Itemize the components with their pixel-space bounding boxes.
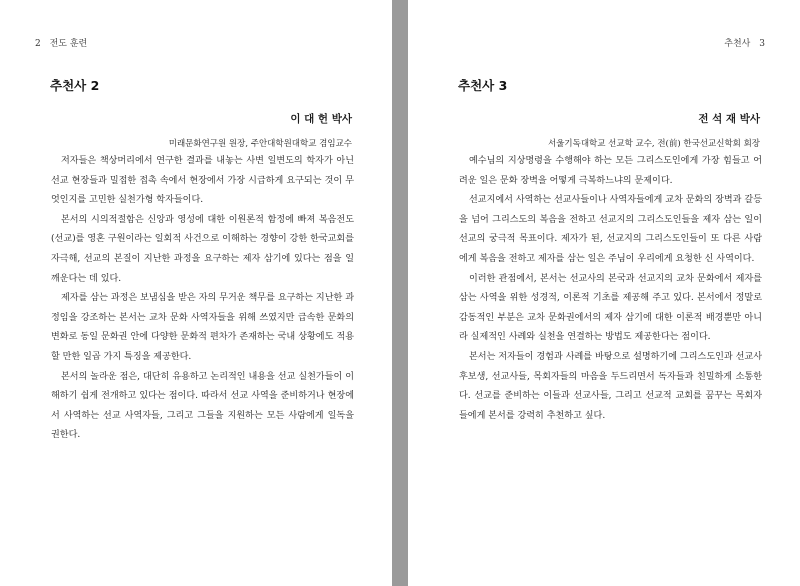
right-page: [408, 0, 800, 586]
paragraph: 예수님의 지상명령을 수행해야 하는 모든 그리스도인에게 가장 힘들고 어려운 일은 문화 장벽을 어떻게 극복하느냐의 문제이다.: [459, 156, 762, 186]
paragraph: 저자들은 책상머리에서 연구한 결과를 내놓는 사변 일변도의 학자가 아닌 선교 현장들과 밀접한 접촉 속에서 현장에서 가장 시급하게 요구되는 것이 무엇인지를 고민한 실천가형 학자들이다.: [51, 156, 354, 206]
body-text: [459, 152, 762, 426]
section-title: 추천사 2: [50, 78, 100, 93]
page-number: 3: [759, 39, 765, 49]
book-gutter: [392, 0, 408, 586]
author-name: 이 대 헌 박사: [290, 113, 352, 125]
paragraph: 본서는 저자들이 경험과 사례를 바탕으로 설명하기에 그리스도인과 선교사 후보생, 선교사들, 목회자들의 마음을 두드리면서 독자들과 친밀하게 소통한다. 선교를 준비하는 이들과 선교사들, 그리고 선교적 교회를 꿈꾸는 목회자들에게 본서를 강력히 추천하고 싶다.: [459, 351, 762, 421]
paragraph: 선교지에서 사역하는 선교사들이나 사역자들에게 교차 문화의 장벽과 갈등을 넘어 그리스도의 복음을 전하고 선교지의 그리스도인들을 제자 삼는 일이 선교의 궁극적 목표이다. 제자가 된, 선교지의 그리스도인들이 또 다른 사람에게 복음을 전하고 제자를 삼는 일은 주님이 우리에게 요청한 신 사역이다.: [459, 195, 762, 264]
paragraph: 본서의 놀라운 점은, 대단히 유용하고 논리적인 내용을 선교 실천가들이 이해하기 쉽게 전개하고 있다는 점이다. 따라서 선교 사역을 준비하거나 현장에서 사역하는 선교 사역자들, 그리고 그들을 지원하는 모든 사람에게 일독을 권한다.: [51, 371, 354, 441]
running-head: 전도 훈련: [49, 39, 88, 49]
paragraph: 제자를 삼는 과정은 보냄심을 받은 자의 무거운 책무를 요구하는 지난한 과정임을 강조하는 본서는 교차 문화 사역자들을 위해 쓰였지만 급속한 문화의 변화로 동일 문화권 안에 다양한 문화적 편차가 존재하는 국내 상황에도 적용할 만한 일곱 가지 특징을 제공한다.: [51, 293, 354, 362]
author-affiliation: 미래문화연구원 원장, 주안대학원대학교 겸임교수: [168, 139, 352, 149]
paragraph: 이러한 관점에서, 본서는 선교사의 본국과 선교지의 교차 문화에서 제자를 삼는 사역을 위한 성경적, 이론적 기초를 제공해 주고 있다. 본서에서 정말로 감동적인 부분은 교차 문화권에서의 제자 삼기에 대한 이론적 배경뿐만 아니라 실제적인 사례와 실천을 연결하는 방법도 제공한다는 점이다.: [459, 273, 762, 343]
section-title: 추천사 3: [458, 78, 508, 93]
page-header: [718, 36, 765, 49]
author-affiliation: 서울기독대학교 선교학 교수, 전(前) 한국선교신학회 회장: [548, 139, 760, 149]
running-head: 추천사: [724, 39, 751, 49]
body-text: [51, 152, 354, 446]
paragraph: 본서의 시의적절함은 신앙과 영성에 대한 이원론적 함정에 빠져 복음전도(선교)를 영혼 구원이라는 일회적 사건으로 이해하는 경향이 강한 한국교회를 자극해, 선교의 본질이 지난한 과정을 요구하는 제자 삼기에 있다는 점을 일깨운다는 데 있다.: [51, 214, 354, 284]
author-block: [548, 111, 760, 149]
page-number: 2: [35, 39, 41, 49]
left-page: [0, 0, 392, 586]
author-block: [169, 111, 352, 149]
page-header: [35, 36, 93, 49]
author-name: 전 석 재 박사: [698, 113, 760, 125]
